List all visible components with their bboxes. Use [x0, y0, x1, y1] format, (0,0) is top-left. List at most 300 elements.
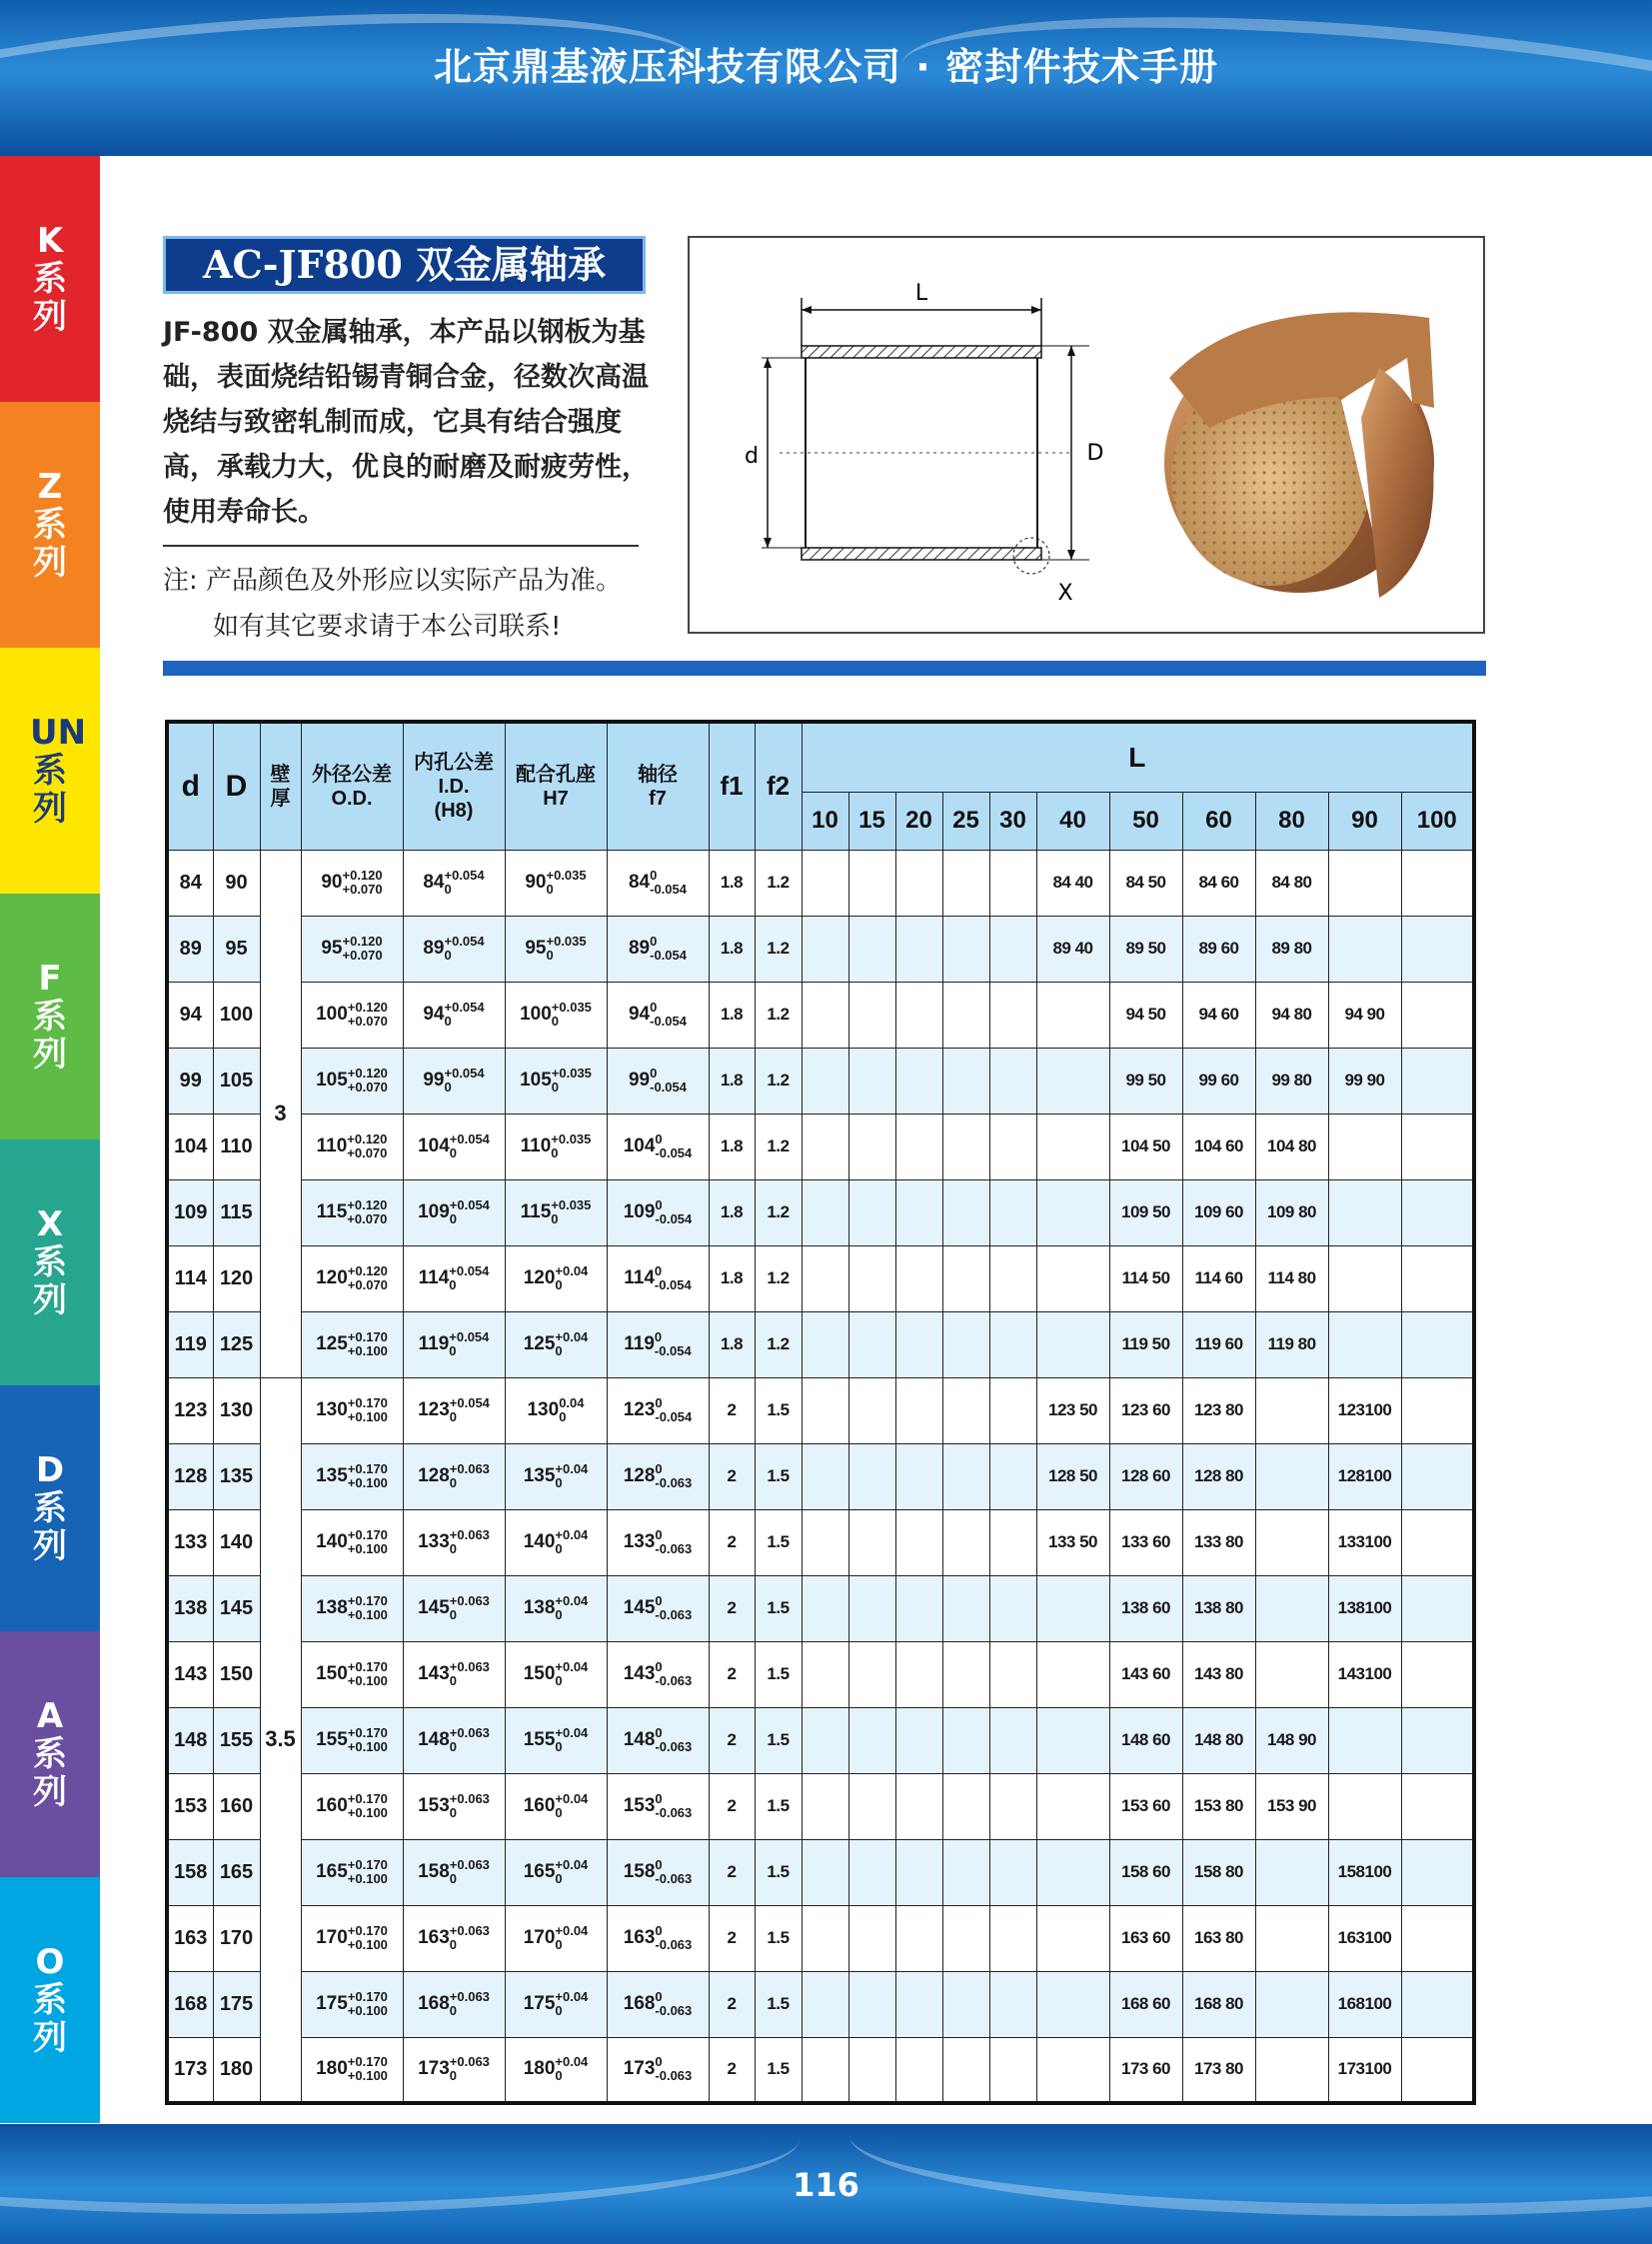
cell-shaft [607, 1575, 709, 1641]
cell-length-80 [1255, 1839, 1328, 1905]
cell-shaft-nominal: 148 [623, 1729, 656, 1751]
cell-length-90: 133100 [1328, 1509, 1401, 1575]
cell-length-10 [802, 1641, 848, 1707]
cell-shaft [607, 1245, 709, 1311]
label-d: d [745, 444, 759, 469]
cell-housing [505, 1443, 607, 1509]
cell-id-nominal: 94 [423, 1004, 445, 1026]
cell-f2: 1.5 [755, 1575, 802, 1641]
cell-length-15 [848, 1048, 895, 1114]
cell-shaft-tolerance: 0 -0.063 [655, 1923, 693, 1952]
cell-f1: 2 [709, 1377, 755, 1443]
cell-length-10 [802, 2037, 848, 2103]
cell-d: 94 [167, 982, 213, 1048]
series-tab-un[interactable] [0, 648, 100, 894]
cell-id-nominal: 109 [418, 1201, 450, 1223]
series-tab-label: K 系 列 [33, 221, 67, 337]
cell-length-15 [848, 1114, 895, 1179]
cell-id [403, 1048, 505, 1114]
cell-length-10 [802, 982, 848, 1048]
cell-length-25 [942, 1311, 989, 1377]
cell-housing-tolerance: +0.035 0 [551, 1197, 592, 1226]
cell-length-20 [895, 2037, 942, 2103]
header-length-90: 90 [1328, 792, 1401, 850]
cell-id [403, 2037, 505, 2103]
cell-length-40: 123 50 [1036, 1377, 1109, 1443]
spec-table [165, 720, 1476, 2105]
cell-length-25 [942, 1509, 989, 1575]
cell-id [403, 1905, 505, 1971]
cell-length-40 [1036, 1905, 1109, 1971]
cell-d: 143 [167, 1641, 213, 1707]
cell-shaft-nominal: 128 [623, 1465, 656, 1487]
cell-f1: 1.8 [709, 1114, 755, 1179]
cell-id-nominal: 123 [418, 1399, 450, 1421]
cell-od-nominal: 105 [316, 1070, 348, 1092]
cell-length-50: 158 60 [1109, 1839, 1182, 1905]
cell-housing-tolerance: +0.04 0 [555, 2054, 589, 2084]
cell-length-25 [942, 1839, 989, 1905]
cell-length-80: 99 80 [1255, 1048, 1328, 1114]
cell-housing-nominal: 130 [527, 1399, 560, 1421]
header-od: 外径公差 O.D. [301, 722, 403, 850]
cell-f1: 2 [709, 1905, 755, 1971]
cell-length-60: 163 80 [1182, 1905, 1255, 1971]
cell-length-60: 109 60 [1182, 1179, 1255, 1245]
cell-length-80 [1255, 1905, 1328, 1971]
cell-length-40 [1036, 1971, 1109, 2037]
cell-length-80: 89 80 [1255, 916, 1328, 982]
cell-shaft [607, 1048, 709, 1114]
cell-od [301, 1905, 403, 1971]
cell-d: 89 [167, 916, 213, 982]
cell-housing-tolerance: +0.04 0 [555, 1791, 589, 1820]
cell-id-nominal: 145 [418, 1597, 450, 1619]
cell-length-15 [848, 1707, 895, 1773]
cell-length-25 [942, 982, 989, 1048]
cell-id-tolerance: +0.063 0 [449, 1527, 490, 1556]
cell-length-100 [1401, 1575, 1474, 1641]
cell-length-60: 94 60 [1182, 982, 1255, 1048]
cell-id-nominal: 173 [418, 2058, 450, 2080]
cell-housing [505, 850, 607, 916]
cell-id [403, 916, 505, 982]
cell-length-30 [989, 1179, 1036, 1245]
cell-f1: 1.8 [709, 850, 755, 916]
cell-length-40: 84 40 [1036, 850, 1109, 916]
cell-d: 158 [167, 1839, 213, 1905]
cell-D: 130 [213, 1377, 260, 1443]
cell-length-30 [989, 1971, 1036, 2037]
cell-length-20 [895, 850, 942, 916]
cell-f2: 1.5 [755, 1443, 802, 1509]
cell-length-40: 133 50 [1036, 1509, 1109, 1575]
cell-od-tolerance: +0.170 +0.100 [347, 1395, 388, 1424]
cell-shaft-nominal: 168 [623, 1993, 656, 2015]
cell-length-10 [802, 1839, 848, 1905]
series-tab-label: O 系 列 [33, 1942, 67, 2058]
spec-table-header [167, 722, 1474, 850]
cell-id [403, 1311, 505, 1377]
cell-length-90: 128100 [1328, 1443, 1401, 1509]
cell-length-25 [942, 1048, 989, 1114]
cell-housing-tolerance: +0.035 0 [546, 934, 587, 963]
page-number: 116 [793, 2166, 859, 2204]
cell-shaft-tolerance: 0 -0.054 [654, 1263, 692, 1292]
cell-id-tolerance: +0.063 0 [449, 1593, 490, 1622]
cell-shaft [607, 1114, 709, 1179]
cell-D: 90 [213, 850, 260, 916]
cell-od [301, 1377, 403, 1443]
cell-length-60: 119 60 [1182, 1311, 1255, 1377]
cell-length-60: 133 80 [1182, 1509, 1255, 1575]
cell-length-10 [802, 1707, 848, 1773]
cell-housing-nominal: 160 [523, 1795, 556, 1817]
cell-length-60: 128 80 [1182, 1443, 1255, 1509]
cell-f2: 1.5 [755, 1971, 802, 2037]
cell-length-10 [802, 1114, 848, 1179]
series-tab-f[interactable] [0, 894, 100, 1139]
cell-id-tolerance: +0.054 0 [449, 1131, 490, 1160]
cell-shaft-nominal: 119 [624, 1333, 655, 1355]
cell-shaft-nominal: 173 [623, 2058, 656, 2080]
cell-length-90: 94 90 [1328, 982, 1401, 1048]
table-row [167, 1575, 1474, 1641]
cell-od-nominal: 125 [316, 1333, 348, 1355]
cell-length-60: 143 80 [1182, 1641, 1255, 1707]
cell-shaft-tolerance: 0 -0.063 [655, 1989, 693, 2018]
cell-D: 170 [213, 1905, 260, 1971]
cell-f2: 1.5 [755, 1641, 802, 1707]
cell-id-nominal: 119 [418, 1333, 450, 1355]
header-length-20: 20 [895, 792, 942, 850]
series-tab-a[interactable] [0, 1631, 100, 1877]
cell-od [301, 982, 403, 1048]
cell-length-80 [1255, 1509, 1328, 1575]
cell-shaft [607, 850, 709, 916]
cell-length-50: 119 50 [1109, 1311, 1182, 1377]
cell-length-50: 99 50 [1109, 1048, 1182, 1114]
series-tab-label: UN 系 列 [30, 713, 87, 829]
cell-length-20 [895, 916, 942, 982]
cell-od-nominal: 170 [316, 1927, 348, 1949]
cell-length-40 [1036, 1179, 1109, 1245]
cell-length-100 [1401, 1773, 1474, 1839]
cell-length-100 [1401, 1443, 1474, 1509]
header-length-100: 100 [1401, 792, 1474, 850]
cell-shaft-tolerance: 0 -0.054 [655, 1395, 693, 1424]
cell-length-20 [895, 1707, 942, 1773]
cell-od-tolerance: +0.120 +0.070 [347, 1131, 388, 1160]
series-tab-d[interactable] [0, 1385, 100, 1631]
series-tab-k[interactable] [0, 156, 100, 402]
cell-d: 168 [167, 1971, 213, 2037]
cell-f2: 1.2 [755, 1311, 802, 1377]
cell-od-tolerance: +0.170 +0.100 [347, 1857, 388, 1886]
cell-length-60: 158 80 [1182, 1839, 1255, 1905]
cell-length-100 [1401, 1839, 1474, 1905]
cell-length-10 [802, 1245, 848, 1311]
cell-length-40 [1036, 1245, 1109, 1311]
cell-length-40 [1036, 982, 1109, 1048]
cell-id-nominal: 163 [418, 1927, 450, 1949]
cell-shaft-nominal: 99 [628, 1070, 651, 1092]
cell-id-nominal: 148 [418, 1729, 450, 1751]
cell-length-30 [989, 2037, 1036, 2103]
cell-f1: 1.8 [709, 1245, 755, 1311]
cell-shaft-tolerance: 0 -0.063 [655, 1593, 693, 1622]
cell-id [403, 1377, 505, 1443]
cell-id-nominal: 104 [418, 1135, 450, 1157]
cell-housing-nominal: 175 [523, 1993, 556, 2015]
cell-od-nominal: 165 [316, 1861, 348, 1883]
cell-length-20 [895, 1971, 942, 2037]
series-tab-x[interactable] [0, 1139, 100, 1385]
cell-shaft-tolerance: 0 -0.063 [655, 1461, 693, 1490]
cell-od-nominal: 180 [316, 2058, 348, 2080]
cell-id-tolerance: +0.063 0 [449, 1725, 490, 1754]
cell-length-50: 168 60 [1109, 1971, 1182, 2037]
cell-length-60: 138 80 [1182, 1575, 1255, 1641]
cell-length-100 [1401, 1179, 1474, 1245]
cell-length-40 [1036, 1839, 1109, 1905]
cell-length-20 [895, 1773, 942, 1839]
series-tab-label: D 系 列 [33, 1450, 67, 1566]
cell-shaft-tolerance: 0 -0.063 [655, 1527, 693, 1556]
cell-housing-nominal: 120 [523, 1267, 556, 1289]
cell-length-30 [989, 1707, 1036, 1773]
cell-length-50: 114 50 [1109, 1245, 1182, 1311]
series-tab-o[interactable] [0, 1877, 100, 2123]
cell-length-15 [848, 1509, 895, 1575]
cell-d: 109 [167, 1179, 213, 1245]
product-title: AC-JF800 双金属轴承 [163, 236, 646, 294]
cell-length-50: 163 60 [1109, 1905, 1182, 1971]
cell-shaft [607, 1311, 709, 1377]
cell-length-15 [848, 1377, 895, 1443]
cell-od [301, 1048, 403, 1114]
cell-length-90 [1328, 1707, 1401, 1773]
cell-D: 175 [213, 1971, 260, 2037]
cell-f2: 1.5 [755, 1773, 802, 1839]
cell-od [301, 916, 403, 982]
section-divider-bar [163, 661, 1486, 676]
cell-length-30 [989, 1575, 1036, 1641]
series-tab-label: X 系 列 [33, 1204, 67, 1320]
header-L: L [802, 722, 1474, 792]
cell-housing-nominal: 180 [523, 2058, 556, 2080]
cell-length-90 [1328, 1245, 1401, 1311]
cell-length-60: 89 60 [1182, 916, 1255, 982]
cell-id-nominal: 158 [418, 1861, 450, 1883]
cell-length-100 [1401, 850, 1474, 916]
cell-d: 104 [167, 1114, 213, 1179]
product-description: JF-800 双金属轴承，本产品以钢板为基础，表面烧结铅锡青铜合金，径数次高温烧结与致密轧制而成，它具有结合强度高，承载力大，优良的耐磨及耐疲劳性，使用寿命长。 [163, 317, 649, 528]
cell-f1: 2 [709, 1443, 755, 1509]
cell-shaft [607, 1773, 709, 1839]
header-length-25: 25 [942, 792, 989, 850]
cell-housing-nominal: 90 [525, 872, 547, 894]
cell-od-tolerance: +0.170 +0.100 [347, 1659, 388, 1688]
page-header [0, 0, 1652, 156]
page-footer [0, 2124, 1652, 2244]
cell-shaft [607, 916, 709, 982]
cell-housing [505, 1839, 607, 1905]
cell-length-100 [1401, 1641, 1474, 1707]
cell-shaft-tolerance: 0 -0.054 [654, 1329, 692, 1358]
cell-length-20 [895, 1443, 942, 1509]
cell-shaft-tolerance: 0 -0.054 [655, 1197, 693, 1226]
cell-length-30 [989, 1509, 1036, 1575]
cell-id [403, 1773, 505, 1839]
cell-f2: 1.2 [755, 1179, 802, 1245]
cell-length-80 [1255, 2037, 1328, 2103]
cell-length-50: 138 60 [1109, 1575, 1182, 1641]
cell-id-nominal: 99 [423, 1070, 445, 1092]
cell-length-50: 104 50 [1109, 1114, 1182, 1179]
cell-f1: 2 [709, 1707, 755, 1773]
cell-od [301, 2037, 403, 2103]
cell-length-20 [895, 1575, 942, 1641]
cell-housing-tolerance: +0.04 0 [555, 1857, 589, 1886]
series-tab-z[interactable] [0, 402, 100, 648]
header-housing: 配合孔座 H7 [505, 722, 607, 850]
cell-id [403, 1575, 505, 1641]
cell-length-25 [942, 1114, 989, 1179]
cell-length-60: 148 80 [1182, 1707, 1255, 1773]
cell-length-30 [989, 1443, 1036, 1509]
cell-shaft-tolerance: 0 -0.063 [655, 2054, 693, 2084]
label-L: L [914, 281, 928, 306]
header-wall: 壁 厚 [260, 722, 301, 850]
table-row [167, 1839, 1474, 1905]
cell-housing-nominal: 140 [523, 1531, 556, 1553]
cell-shaft-nominal: 153 [623, 1795, 656, 1817]
cell-shaft [607, 1377, 709, 1443]
cell-od-nominal: 100 [316, 1004, 348, 1026]
cell-id-tolerance: +0.054 0 [444, 868, 485, 897]
cell-housing [505, 1971, 607, 2037]
cell-D: 145 [213, 1575, 260, 1641]
cell-housing-tolerance: +0.04 0 [555, 1989, 589, 2018]
cell-f2: 1.2 [755, 916, 802, 982]
cell-length-100 [1401, 2037, 1474, 2103]
cell-length-80: 84 80 [1255, 850, 1328, 916]
cell-length-30 [989, 850, 1036, 916]
cell-length-100 [1401, 1509, 1474, 1575]
cell-length-15 [848, 982, 895, 1048]
cell-od-nominal: 90 [321, 872, 343, 894]
cell-length-30 [989, 1048, 1036, 1114]
cell-d: 119 [167, 1311, 213, 1377]
cell-length-100 [1401, 1048, 1474, 1114]
cell-length-100 [1401, 1905, 1474, 1971]
cell-length-50: 143 60 [1109, 1641, 1182, 1707]
cell-f1: 1.8 [709, 1311, 755, 1377]
cell-wall-thickness: 3.5 [260, 1377, 301, 2103]
cell-shaft [607, 1839, 709, 1905]
cell-length-80: 148 90 [1255, 1707, 1328, 1773]
header-length-10: 10 [802, 792, 848, 850]
cell-housing-tolerance: +0.035 0 [551, 1066, 592, 1095]
cell-housing [505, 1575, 607, 1641]
note-line-2: 如有其它要求请于本公司联系! [213, 612, 562, 642]
cell-f2: 1.2 [755, 850, 802, 916]
cell-length-20 [895, 1641, 942, 1707]
cell-length-10 [802, 1311, 848, 1377]
cell-length-20 [895, 1377, 942, 1443]
cell-shaft [607, 2037, 709, 2103]
cell-length-30 [989, 982, 1036, 1048]
cell-shaft-nominal: 145 [623, 1597, 656, 1619]
cell-f1: 2 [709, 1971, 755, 2037]
cell-length-60: 84 60 [1182, 850, 1255, 916]
cell-f1: 2 [709, 1641, 755, 1707]
cell-length-40 [1036, 1773, 1109, 1839]
cell-length-40: 89 40 [1036, 916, 1109, 982]
cell-D: 160 [213, 1773, 260, 1839]
cell-shaft [607, 1443, 709, 1509]
cell-length-100 [1401, 1377, 1474, 1443]
cell-housing [505, 1048, 607, 1114]
cell-shaft-tolerance: 0 -0.054 [650, 1000, 687, 1029]
cell-length-50: 123 60 [1109, 1377, 1182, 1443]
cell-housing-nominal: 115 [520, 1201, 552, 1223]
cell-length-60: 173 80 [1182, 2037, 1255, 2103]
cell-od-tolerance: +0.170 +0.100 [347, 1989, 388, 2018]
cell-shaft-nominal: 143 [623, 1663, 656, 1685]
series-tab-label: A 系 列 [33, 1696, 67, 1812]
cell-id-tolerance: +0.063 0 [449, 1857, 490, 1886]
cell-d: 128 [167, 1443, 213, 1509]
cell-id [403, 1707, 505, 1773]
cell-shaft-tolerance: 0 -0.054 [650, 1066, 687, 1095]
cell-housing [505, 1311, 607, 1377]
cell-housing [505, 1114, 607, 1179]
cell-length-80 [1255, 1971, 1328, 2037]
cell-length-50: 153 60 [1109, 1773, 1182, 1839]
cell-id-tolerance: +0.063 0 [449, 2054, 490, 2084]
cell-length-30 [989, 1839, 1036, 1905]
cell-length-90: 143100 [1328, 1641, 1401, 1707]
cell-d: 114 [167, 1245, 213, 1311]
table-row [167, 916, 1474, 982]
table-row [167, 982, 1474, 1048]
cell-shaft-nominal: 94 [628, 1004, 651, 1026]
header-id: 内孔公差 I.D. (H8) [403, 722, 505, 850]
cell-od [301, 1245, 403, 1311]
cell-shaft-nominal: 158 [623, 1861, 656, 1883]
cell-od-nominal: 150 [316, 1663, 348, 1685]
cell-shaft-tolerance: 0 -0.054 [650, 868, 687, 897]
cell-d: 163 [167, 1905, 213, 1971]
cell-length-80: 94 80 [1255, 982, 1328, 1048]
cell-od [301, 1641, 403, 1707]
cell-length-80: 104 80 [1255, 1114, 1328, 1179]
table-row [167, 850, 1474, 916]
cell-od [301, 1443, 403, 1509]
cell-length-15 [848, 1773, 895, 1839]
cell-od-nominal: 140 [316, 1531, 348, 1553]
cell-od-tolerance: +0.170 +0.100 [347, 1725, 388, 1754]
cell-D: 140 [213, 1509, 260, 1575]
cell-id-tolerance: +0.063 0 [449, 1791, 490, 1820]
cell-od-nominal: 135 [316, 1465, 348, 1487]
cell-length-80: 114 80 [1255, 1245, 1328, 1311]
cell-length-90: 158100 [1328, 1839, 1401, 1905]
cell-housing [505, 1377, 607, 1443]
cell-shaft-nominal: 114 [624, 1267, 655, 1289]
